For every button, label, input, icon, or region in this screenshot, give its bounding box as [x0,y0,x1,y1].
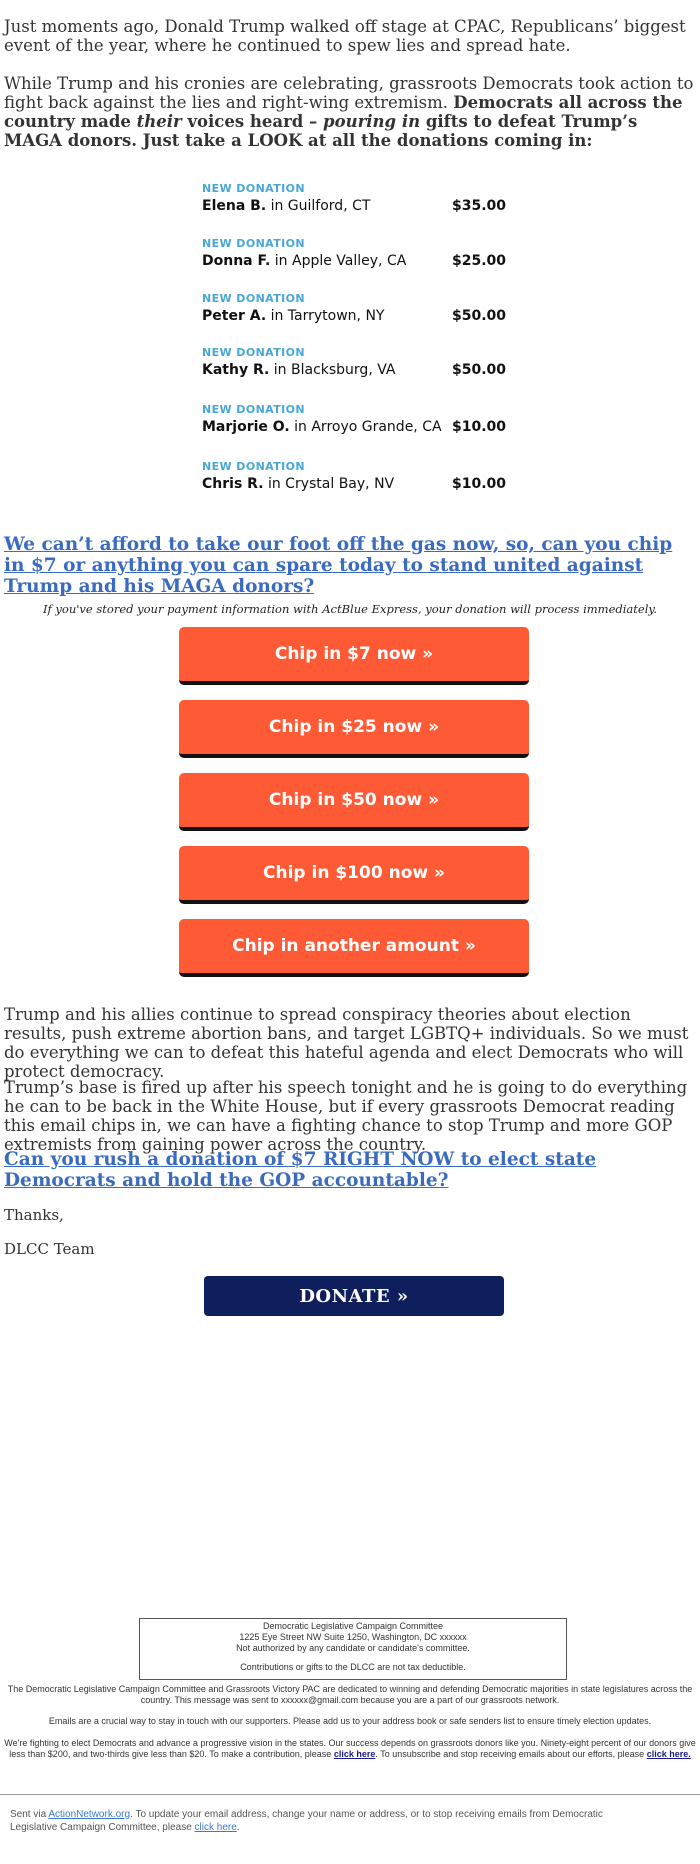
action-paragraph: While Trump and his cronies are celebrating, grassroots Democrats took action to fight back against the lies and right-wing extremism. Democrats all across the country made their voices heard – pouring in gifts to defeat Trump’s MAGA donors. Just take a LOOK at all the donations coming in: [4,74,694,150]
footer-address: 1225 Eye Street NW Suite 1250, Washington, DC xxxxxx [239,1632,467,1642]
chip-in-headline-link[interactable]: We can’t afford to take our foot off the gas now, so, can you chip in $7 or anything you can spare today to stand united against Trump and his MAGA donors? [4,534,673,597]
sent-via-note: Sent via ActionNetwork.org. To update your email address, change your name or address, or to stop receiving emails from Democratic Legislative Campaign Committee, please click here. [10,1809,603,1833]
donation-tag: NEW DONATION [202,403,305,416]
donor-location: in Guilford, CT [266,198,371,214]
donor-name: Elena B. [202,198,267,214]
donation-amount: $50.00 [451,308,506,324]
donation-amount: $10.00 [451,476,506,492]
signature: DLCC Team [4,1240,95,1258]
donation-amount: $35.00 [451,198,506,214]
chip-in-other-amount-button[interactable]: Chip in another amount » [179,919,529,977]
thanks-text: Thanks, [4,1206,64,1224]
donation-amount: $50.00 [451,362,506,378]
actblue-note: If you've stored your payment information with ActBlue Express, your donation will process immediately. [42,602,658,616]
donor-name: Marjorie O. [202,419,290,435]
intro-paragraph: Just moments ago, Donald Trump walked off stage at CPAC, Republicans’ biggest event of the year, where he continued to spew lies and spread hate. [4,17,686,55]
contribute-link[interactable]: click here [333,1749,376,1759]
donor-location: in Arroyo Grande, CA [289,419,442,435]
donation-item [202,182,512,222]
conspiracy-paragraph: Trump and his allies continue to spread conspiracy theories about election results, push extreme abortion bans, and target LGBTQ+ individuals. So we must do everything we can to defeat this hateful agenda and elect Democrats who will protect democracy. [4,1005,689,1081]
donor-name: Chris R. [202,476,264,492]
donation-amount: $10.00 [451,419,506,435]
donation-tag: NEW DONATION [202,237,305,250]
footer-fighting-note: We're fighting to elect Democrats and advance a progressive vision in the states. Our success depends on grassroots donors like you. Ninety-eight percent of our donors give less than $200, and two-thirds give less than $20. To make a contribution, please click here. To unsubscribe and stop receiving emails about our efforts, please click here. [4,1738,696,1759]
donation-item [202,292,512,332]
donation-amount: $25.00 [451,253,506,269]
donation-tag: NEW DONATION [202,292,305,305]
chip-in-25-button[interactable]: Chip in $25 now » [179,700,529,758]
donor-name: Peter A. [202,308,267,324]
footer-not-authorized: Not authorized by any candidate or candidate's committee. [236,1643,470,1653]
donor-location: in Crystal Bay, NV [263,476,395,492]
donate-button[interactable]: DONATE » [204,1276,504,1316]
action-network-link[interactable]: ActionNetwork.org [48,1809,131,1820]
footer-emails-note: Emails are a crucial way to stay in touch with our supporters. Please add us to your address book or safe senders list to ensure timely election updates. [48,1716,652,1726]
donor-location: in Apple Valley, CA [270,253,407,269]
base-paragraph: Trump’s base is fired up after his speech tonight and he is going to do everything he can to be back in the White House, but if every grassroots Democrat reading this email chips in, we can have a fighting chance to stop Trump and more GOP extremists from gaining power across the country. [4,1078,688,1154]
donation-item [202,460,512,500]
donation-tag: NEW DONATION [202,346,305,359]
footer-org-box [139,1618,567,1680]
donor-name: Kathy R. [202,362,270,378]
donation-tag: NEW DONATION [202,460,305,473]
donor-location: in Blacksburg, VA [269,362,396,378]
footer-tax-note: Contributions or gifts to the DLCC are not tax deductible. [240,1662,466,1672]
footer-org-name: Democratic Legislative Campaign Committee [262,1621,444,1631]
chip-in-50-button[interactable]: Chip in $50 now » [179,773,529,831]
footer-divider [0,1794,700,1795]
donor-name: Donna F. [202,253,271,269]
rush-donation-headline-link[interactable]: Can you rush a donation of $7 RIGHT NOW to elect state Democrats and hold the GOP accountable? [4,1149,597,1191]
update-preferences-link[interactable]: click here [194,1822,237,1833]
footer-dedication: The Democratic Legislative Campaign Committee and Grassroots Victory PAC are dedicated to winning and defending Democratic majorities in state legislatures across the country. This message was sent to xxxxxx@gmail.com because you are a part of our grassroots network. [7,1684,693,1705]
donation-item [202,403,512,443]
donation-tag: NEW DONATION [202,182,305,195]
unsubscribe-link[interactable]: click here. [646,1749,691,1759]
donation-item [202,346,512,386]
donation-item [202,237,512,277]
chip-in-7-button[interactable]: Chip in $7 now » [179,627,529,685]
donor-location: in Tarrytown, NY [266,308,385,324]
chip-in-100-button[interactable]: Chip in $100 now » [179,846,529,904]
